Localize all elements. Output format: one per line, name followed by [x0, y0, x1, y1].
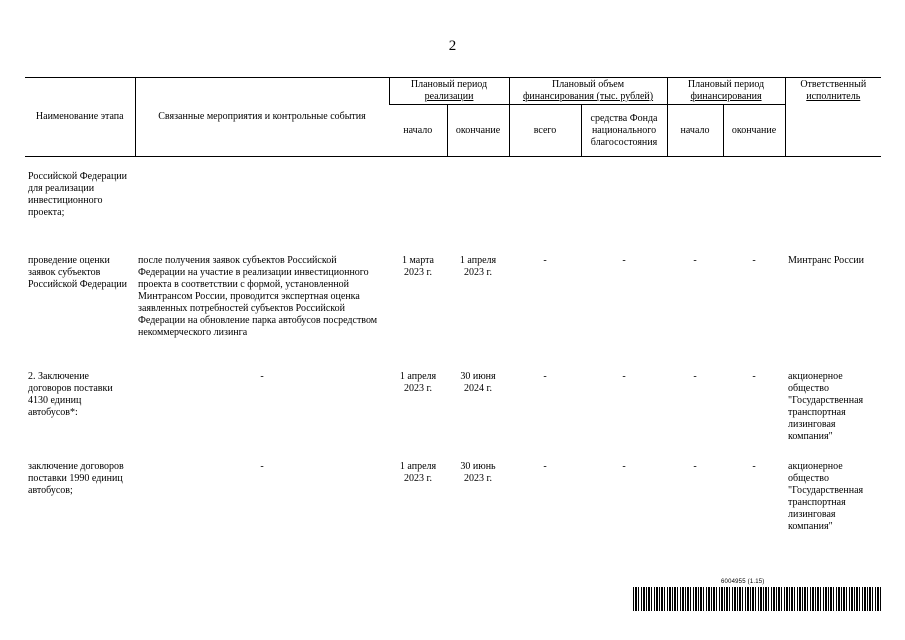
page-number: 2 [448, 38, 457, 54]
cell-fin-end [723, 157, 785, 248]
cell-end: 30 июнь 2023 г. [460, 461, 496, 484]
header-responsible-line1: Ответственный [800, 79, 867, 90]
cell-end [447, 157, 509, 248]
cell-fund: - [622, 255, 626, 266]
header-planned-volume-line1: Плановый объем [551, 79, 625, 90]
cell-fin-end: - [752, 255, 756, 266]
cell-fund: - [622, 461, 626, 472]
cell-events: после получения заявок субъектов Российской Федерации на участие в реализации инвестиционного проекта в соответствии с формой, установленной Минтрансом России, проводится экспертная оценка заявленных потребностей субъектов Российской Федерации на обновление парка автобусов посредством некоммерческого лизинга [138, 255, 378, 338]
cell-start: 1 апреля 2023 г. [399, 461, 437, 484]
cell-fin-start: - [693, 461, 697, 472]
cell-responsible: акционерное общество "Государственная транспортная лизинговая компания" [788, 461, 864, 532]
cell-responsible [785, 157, 881, 248]
table-row [25, 457, 881, 533]
header-planned-fin-period [667, 78, 785, 105]
header-end: окончание [447, 105, 509, 157]
cell-stage: Российской Федерации для реализации инвестиционного проекта; [28, 171, 128, 218]
header-planned-period-line1: Плановый период [410, 79, 488, 90]
cell-total: - [543, 461, 547, 472]
cell-start: 1 апреля 2023 г. [399, 371, 437, 394]
cell-events [135, 157, 389, 248]
barcode-icon [633, 587, 881, 611]
cell-end: 30 июня 2024 г. [460, 371, 496, 394]
header-responsible [785, 78, 881, 157]
cell-fin-end: - [752, 461, 756, 472]
cell-start [389, 157, 447, 248]
header-planned-volume-line2: финансирования (тыс. рублей) [522, 91, 654, 102]
cell-total: - [543, 371, 547, 382]
cell-stage: заключение договоров поставки 1990 единиц автобусов; [28, 461, 124, 496]
header-fund: средства Фонда национального благосостояния [581, 105, 667, 157]
cell-responsible: акционерное общество "Государственная транспортная лизинговая компания" [788, 371, 864, 442]
cell-total [509, 157, 581, 248]
cell-fin-start: - [693, 371, 697, 382]
cell-events: - [260, 371, 264, 382]
header-planned-fin-period-line1: Плановый период [687, 79, 765, 90]
plan-table [25, 77, 881, 533]
cell-fin-start [667, 157, 723, 248]
header-planned-fin-period-line2: финансирования [690, 91, 762, 102]
barcode-number: 6004955 (1.15) [721, 579, 765, 585]
header-related-events: Связанные мероприятия и контрольные события [135, 78, 389, 157]
header-fin-end: окончание [723, 105, 785, 157]
header-planned-volume [509, 78, 667, 105]
cell-start: 1 марта 2023 г. [402, 255, 434, 278]
cell-stage: 2. Заключение договоров поставки 4130 единиц автобусов*: [28, 371, 113, 418]
cell-stage: проведение оценки заявок субъектов Российской Федерации [28, 255, 128, 290]
table-row [25, 157, 881, 248]
cell-responsible: Минтранс России [788, 255, 864, 266]
cell-end: 1 апреля 2023 г. [459, 255, 497, 278]
cell-events: - [260, 461, 264, 472]
header-start: начало [389, 105, 447, 157]
table-row [25, 365, 881, 457]
header-stage-name: Наименование этапа [25, 78, 135, 157]
header-planned-period-line2: реализации [424, 91, 474, 102]
cell-fund [581, 157, 667, 248]
cell-fin-end: - [752, 371, 756, 382]
table-row [25, 247, 881, 365]
header-responsible-line2: исполнитель [806, 91, 861, 102]
cell-fin-start: - [693, 255, 697, 266]
cell-total: - [543, 255, 547, 266]
header-fin-start: начало [667, 105, 723, 157]
header-total: всего [509, 105, 581, 157]
header-planned-period [389, 78, 509, 105]
cell-fund: - [622, 371, 626, 382]
